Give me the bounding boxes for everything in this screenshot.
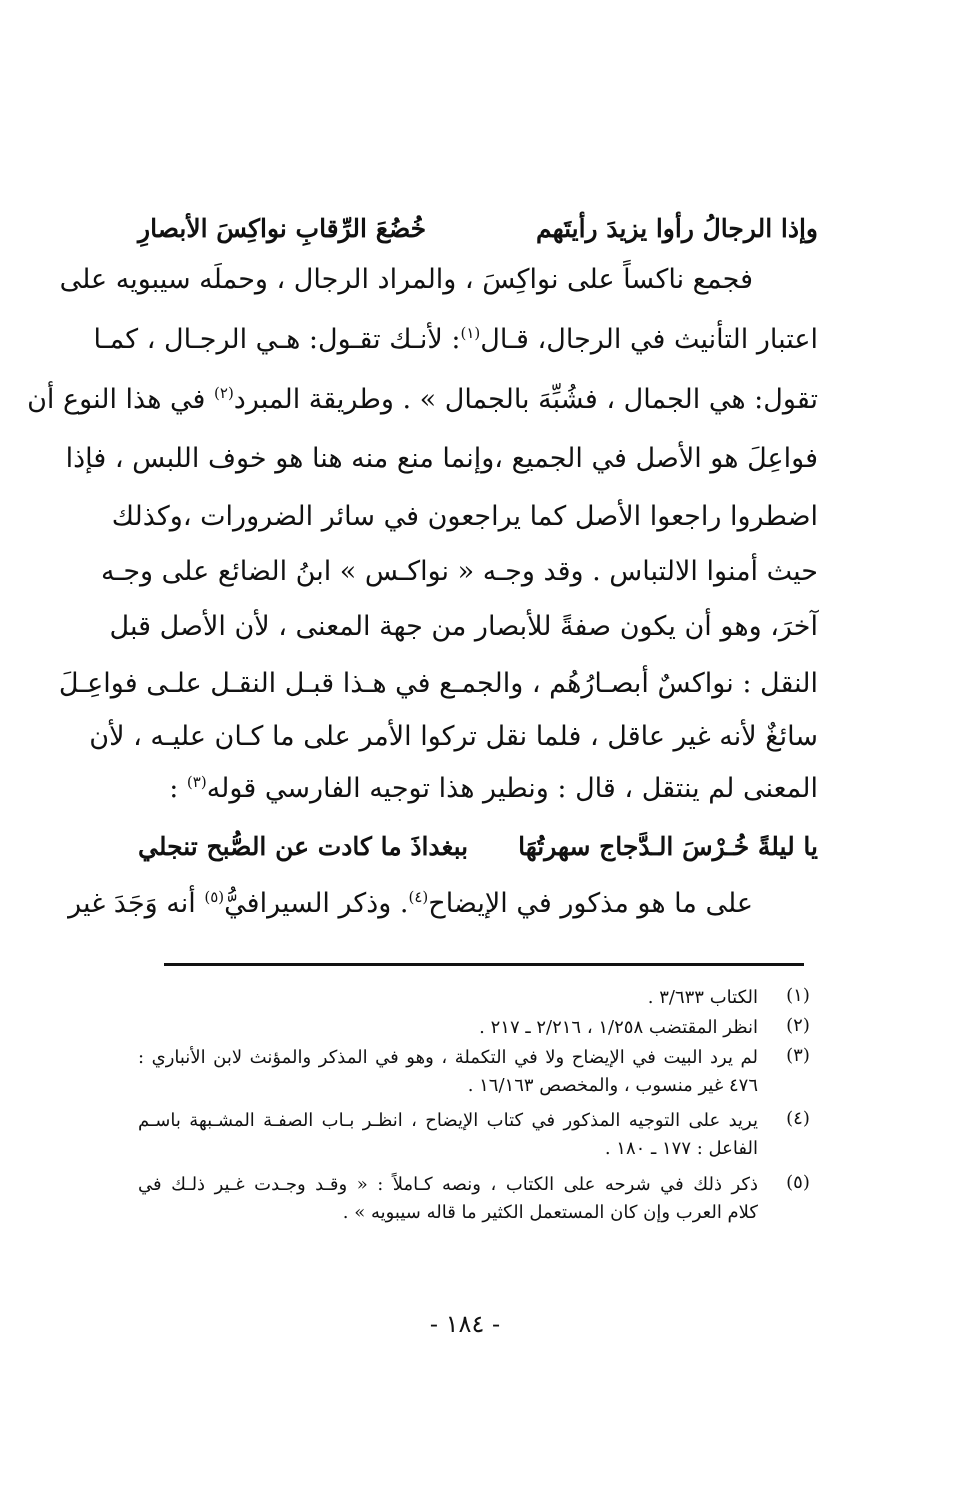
body-line: [89, 713, 818, 761]
footnote-number: (٥): [786, 1172, 810, 1193]
footnote-ref: (٥): [204, 888, 225, 906]
body-line: [27, 376, 818, 424]
footnote-number: (١): [786, 985, 810, 1006]
verse-1-first-hemistich: وإذا الرجالُ رأوا يزيدَ رأيتَهم: [535, 213, 818, 243]
footnote-text: الفاعل : ١٧٧ ـ ١٨٠ .: [604, 1138, 758, 1159]
footnote-ref: (١): [460, 324, 481, 342]
body-text: سائغٌ لأنه غير عاقل ، فلما نقل تركوا الأمر على ما كـان عليـه ، لأن: [89, 721, 818, 752]
footnote-separator: [164, 963, 804, 966]
body-line: [109, 603, 818, 651]
page-number: - ١٨٤ -: [429, 1310, 501, 1338]
body-text: على ما هو مذكور في الإيضاح: [428, 888, 753, 919]
body-text: آخرَ، وهو أن يكون صفةً للأبصار من جهة المعنى ، لأن الأصل قبل: [109, 611, 818, 642]
footnote-text: لم يرد البيت في الإيضاح ولا في التكملة ، وهو في المذكر والمؤنث لابن الأنباري :: [138, 1047, 758, 1068]
body-text: فجمع ناكساً على نواكِسَ ، والمراد الرجال ، وحملَه سيبويه على: [59, 264, 753, 295]
body-text: اضطروا راجعوا الأصل كما يراجعون في سائر الضرورات ،وكذلك: [111, 501, 818, 532]
body-text: : لأنـك تقـول: هـي الرجـال ، كمـا: [93, 324, 461, 355]
body-text: النقل : نواكسٌ أبصـارُهُم ، والجمـع في هـذا قبـل النقـل علـى فواعِـلَ: [58, 668, 818, 699]
body-text: :: [169, 773, 187, 804]
body-text: . وذكر السيرافيُّ: [224, 888, 409, 919]
footnote: [138, 1015, 818, 1041]
footnote-text: الكتاب ٣/٦٣٣ .: [647, 987, 758, 1008]
body-line: [142, 765, 818, 813]
body-text: تقول: هي الجمال ، فشُبِّهَ بالجمال » . وطريقة المبرد: [233, 384, 818, 415]
body-line: [100, 548, 818, 596]
footnote-text: ٤٧٦ غير منسوب ، والمخصص ١٦/١٦٣ .: [467, 1075, 758, 1096]
footnote-number: (٣): [786, 1045, 810, 1066]
body-line: [59, 256, 753, 304]
body-line: [111, 493, 818, 541]
verse-2-first-hemistich: يا ليلةً خُـرْسَ الـدَّجاج سهرتُهَا: [518, 831, 818, 861]
body-text: حيث أمنوا الالتباس . وقد وجـه « نواكـس » ابنُ الضائع على وجـه: [100, 556, 818, 587]
footnote: [138, 1172, 818, 1226]
footnote-text: ذكر ذلك في شرحه على الكتاب ، ونصه كـاملاً : « وقـد وجـدت غـير ذلـك في: [138, 1174, 759, 1195]
footnote-text: انظر المقتضب ١/٢٥٨ ، ٢/٢١٦ ـ ٢١٧ .: [479, 1017, 758, 1038]
footnote: [138, 985, 818, 1011]
verse-line-2: [138, 822, 818, 870]
verse-line-1: [138, 204, 818, 252]
footnote-number: (٢): [786, 1015, 810, 1036]
footnote-ref: (٢): [214, 384, 234, 402]
footnote: [138, 1045, 818, 1099]
body-text: أنه وَجَدَ غير: [68, 888, 205, 919]
body-text: المعنى لم ينتقل ، قال : ونطير هذا توجيه الفارسي قوله: [206, 773, 818, 804]
footnote-text: يريد على التوجيه المذكور في كتاب الإيضاح ، انظـر بـاب الصفـة المشـبهة باسـم: [138, 1110, 758, 1131]
body-line: [65, 435, 818, 483]
body-line: [68, 880, 753, 928]
body-line: [93, 316, 818, 364]
body-line: [58, 660, 818, 708]
footnote: [138, 1108, 818, 1162]
body-text: في هذا النوع أن: [27, 384, 215, 415]
body-text: فواعِلَ هو الأصل في الجميع ،وإنما منع منه هنا هو خوف اللبس ، فإذا: [65, 443, 818, 474]
footnote-ref: (٣): [186, 773, 207, 791]
footnote-ref: (٤): [408, 888, 429, 906]
verse-2-second-hemistich: ببغداذَ ما كادت عن الصُّبح تنجلي: [138, 831, 469, 861]
verse-1-second-hemistich: خُضُعَ الرِّقابِ نواكِسَ الأبصارِ: [138, 213, 427, 243]
footnote-number: (٤): [786, 1108, 810, 1129]
body-text: اعتبار التأنيث في الرجال، قـال: [480, 324, 818, 355]
footnote-text: كلام العرب وإن كان المستعمل الكثير ما قاله سيبويه » .: [342, 1202, 758, 1223]
